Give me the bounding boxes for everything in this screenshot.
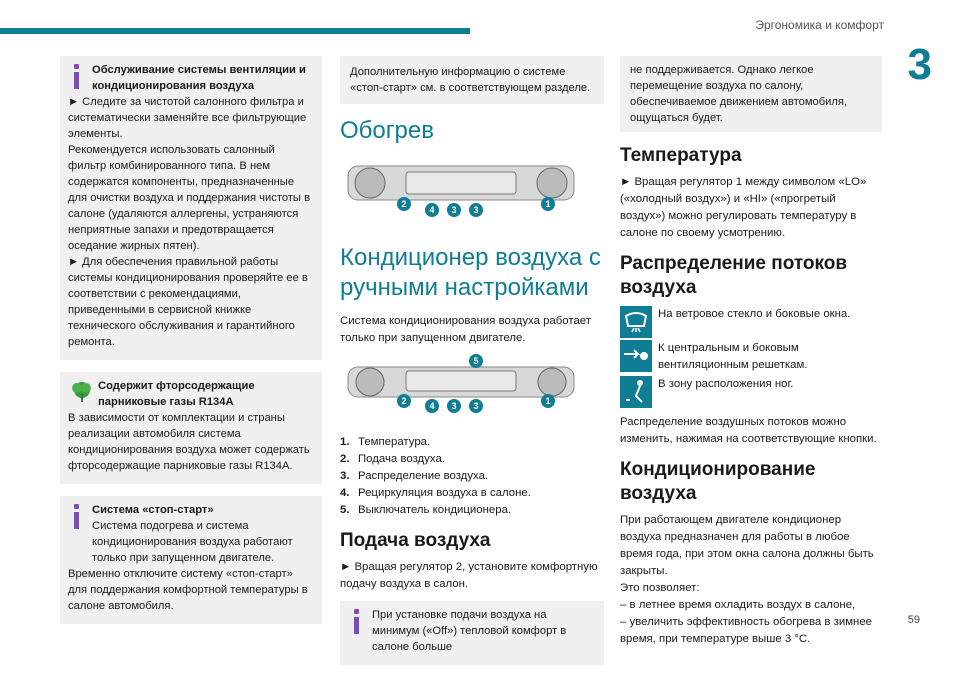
- list-item: 1. Температура.: [340, 436, 431, 448]
- panel2-label: 1: [545, 396, 551, 406]
- ac-line: – в летнее время охладить воздух в салоне,: [620, 599, 856, 611]
- stop-start-reference-box: [340, 56, 604, 104]
- column-2: [340, 56, 604, 677]
- list-item: 2. Подача воздуха.: [340, 453, 445, 465]
- ac-line: – увеличить эффективность обогрева в зимнее время, при температуре выше 3 °C.: [620, 616, 873, 645]
- distribution-item: На ветровое стекло и боковые окна.: [620, 306, 882, 338]
- stop-start-reference: Дополнительную информацию о системе «стоп-старт» см. в соответствующем разделе.: [350, 66, 591, 94]
- distribution-text: Распределение воздушных потоков можно изменить, нажимая на соответствующие кнопки.: [620, 416, 877, 445]
- panel2-label: 2: [401, 396, 407, 406]
- list-item: 5. Выключатель кондиционера.: [340, 504, 512, 516]
- list-item: 3. Распределение воздуха.: [340, 470, 489, 482]
- gas-title: Содержит фторсодержащие парниковые газы R134A: [98, 380, 255, 408]
- continued-text: не поддерживается. Однако легкое перемещение воздуха по салону, обеспечиваемое движением автомобиля, ощущаться будет.: [630, 64, 848, 124]
- panel1-label: 3: [451, 205, 457, 215]
- column-3: [620, 56, 882, 648]
- panel2-label: 5: [473, 356, 479, 366]
- info-icon: [70, 504, 82, 532]
- heading-manual-ac: Кондиционер воздуха с ручными настройками: [340, 244, 601, 301]
- temperature-text: ► Вращая регулятор 1 между символом «LO» («холодный воздух») и «HI» («прогретый воздух») можно регулировать температуру в салоне по своему усмотрению.: [620, 176, 867, 239]
- maintenance-info-box: [60, 56, 322, 360]
- section-title: Эргономика и комфорт: [755, 18, 884, 32]
- maintenance-line: ► Следите за чистотой салонного фильтра и систематически заменяйте все фильтрующие элементы.: [68, 96, 307, 140]
- maintenance-line: Рекомендуется использовать салонный фильтр комбинированного типа. В нем содержатся компоненты, предназначенные для очистки воздуха и поддержания чистоты в салоне (удаляются аллергены, устраняются неприятные запахи и предотвращается оседание жирных пятен).: [68, 144, 311, 252]
- heading-ac: Кондиционирование воздуха: [620, 459, 816, 504]
- stop-start-info-box: [60, 496, 322, 624]
- continued-info-box: [620, 56, 882, 132]
- panel2-label: 3: [451, 401, 457, 411]
- chapter-number: 3: [907, 40, 932, 89]
- heading-temperature: Температура: [620, 145, 742, 166]
- panel1-label: 2: [401, 199, 407, 209]
- header-accent-bar: [0, 28, 470, 34]
- panel1-label: 3: [473, 205, 479, 215]
- page-number: 59: [907, 614, 920, 626]
- info-icon: [350, 609, 362, 637]
- controls-list: [340, 434, 604, 519]
- panel2-label: 3: [473, 401, 479, 411]
- heading-heating: Обогрев: [340, 117, 434, 144]
- air-supply-info-box: [340, 601, 604, 665]
- windscreen-icon: [620, 306, 652, 338]
- heading-air-supply: Подача воздуха: [340, 530, 491, 551]
- gas-info-box: [60, 372, 322, 484]
- panel1-label: 1: [545, 199, 551, 209]
- ac-panel-illustration: [346, 351, 576, 415]
- feet-icon: [620, 376, 652, 408]
- air-supply-info: При установке подачи воздуха на минимум («Off») тепловой комфорт в салоне больше: [372, 609, 567, 653]
- ac-text: [620, 512, 882, 648]
- distribution-item: К центральным и боковым вентиляционным решеткам.: [620, 340, 882, 374]
- leaf-icon: [70, 380, 94, 404]
- gas-text: В зависимости от комплектации и страны реализации автомобиля система кондиционирования воздуха может содержать фторсодержащие парниковые газы R134A.: [68, 412, 310, 472]
- column-1: [60, 56, 322, 636]
- heading-distribution: Распределение потоков воздуха: [620, 253, 848, 298]
- ac-line: Это позволяет:: [620, 582, 700, 594]
- distribution-item: В зону расположения ног.: [620, 376, 882, 408]
- list-item: 4. Рециркуляция воздуха в салоне.: [340, 487, 531, 499]
- stop-start-title: Система «стоп-старт»: [92, 504, 214, 516]
- air-supply-text: ► Вращая регулятор 2, установите комфортную подачу воздуха в салон.: [340, 561, 598, 590]
- stop-start-line: Временно отключите систему «стоп-старт» для поддержания комфортной температуры в салоне автомобиля.: [68, 568, 308, 612]
- panel2-label: 4: [429, 401, 435, 411]
- stop-start-line: Система подогрева и система кондиционирования воздуха работают только при запущенном двигателе.: [92, 520, 293, 564]
- panel1-label: 4: [429, 205, 435, 215]
- ac-line: При работающем двигателе кондиционер воздуха предназначен для работы в любое время года, при этом окна салона должны быть закрыты.: [620, 514, 874, 577]
- vents-icon: [620, 340, 652, 372]
- maintenance-line: ► Для обеспечения правильной работы системы кондиционирования проверяйте ее в соответствии с рекомендациями, приведенными в сервисной книжке технического обслуживания и гарантийного ремонта.: [68, 256, 308, 348]
- manual-ac-text: Система кондиционирования воздуха работает только при запущенном двигателе.: [340, 315, 591, 344]
- climate-panel-illustration: [346, 160, 576, 220]
- maintenance-title: Обслуживание системы вентиляции и кондиционирования воздуха: [92, 64, 306, 92]
- info-icon: [70, 64, 82, 92]
